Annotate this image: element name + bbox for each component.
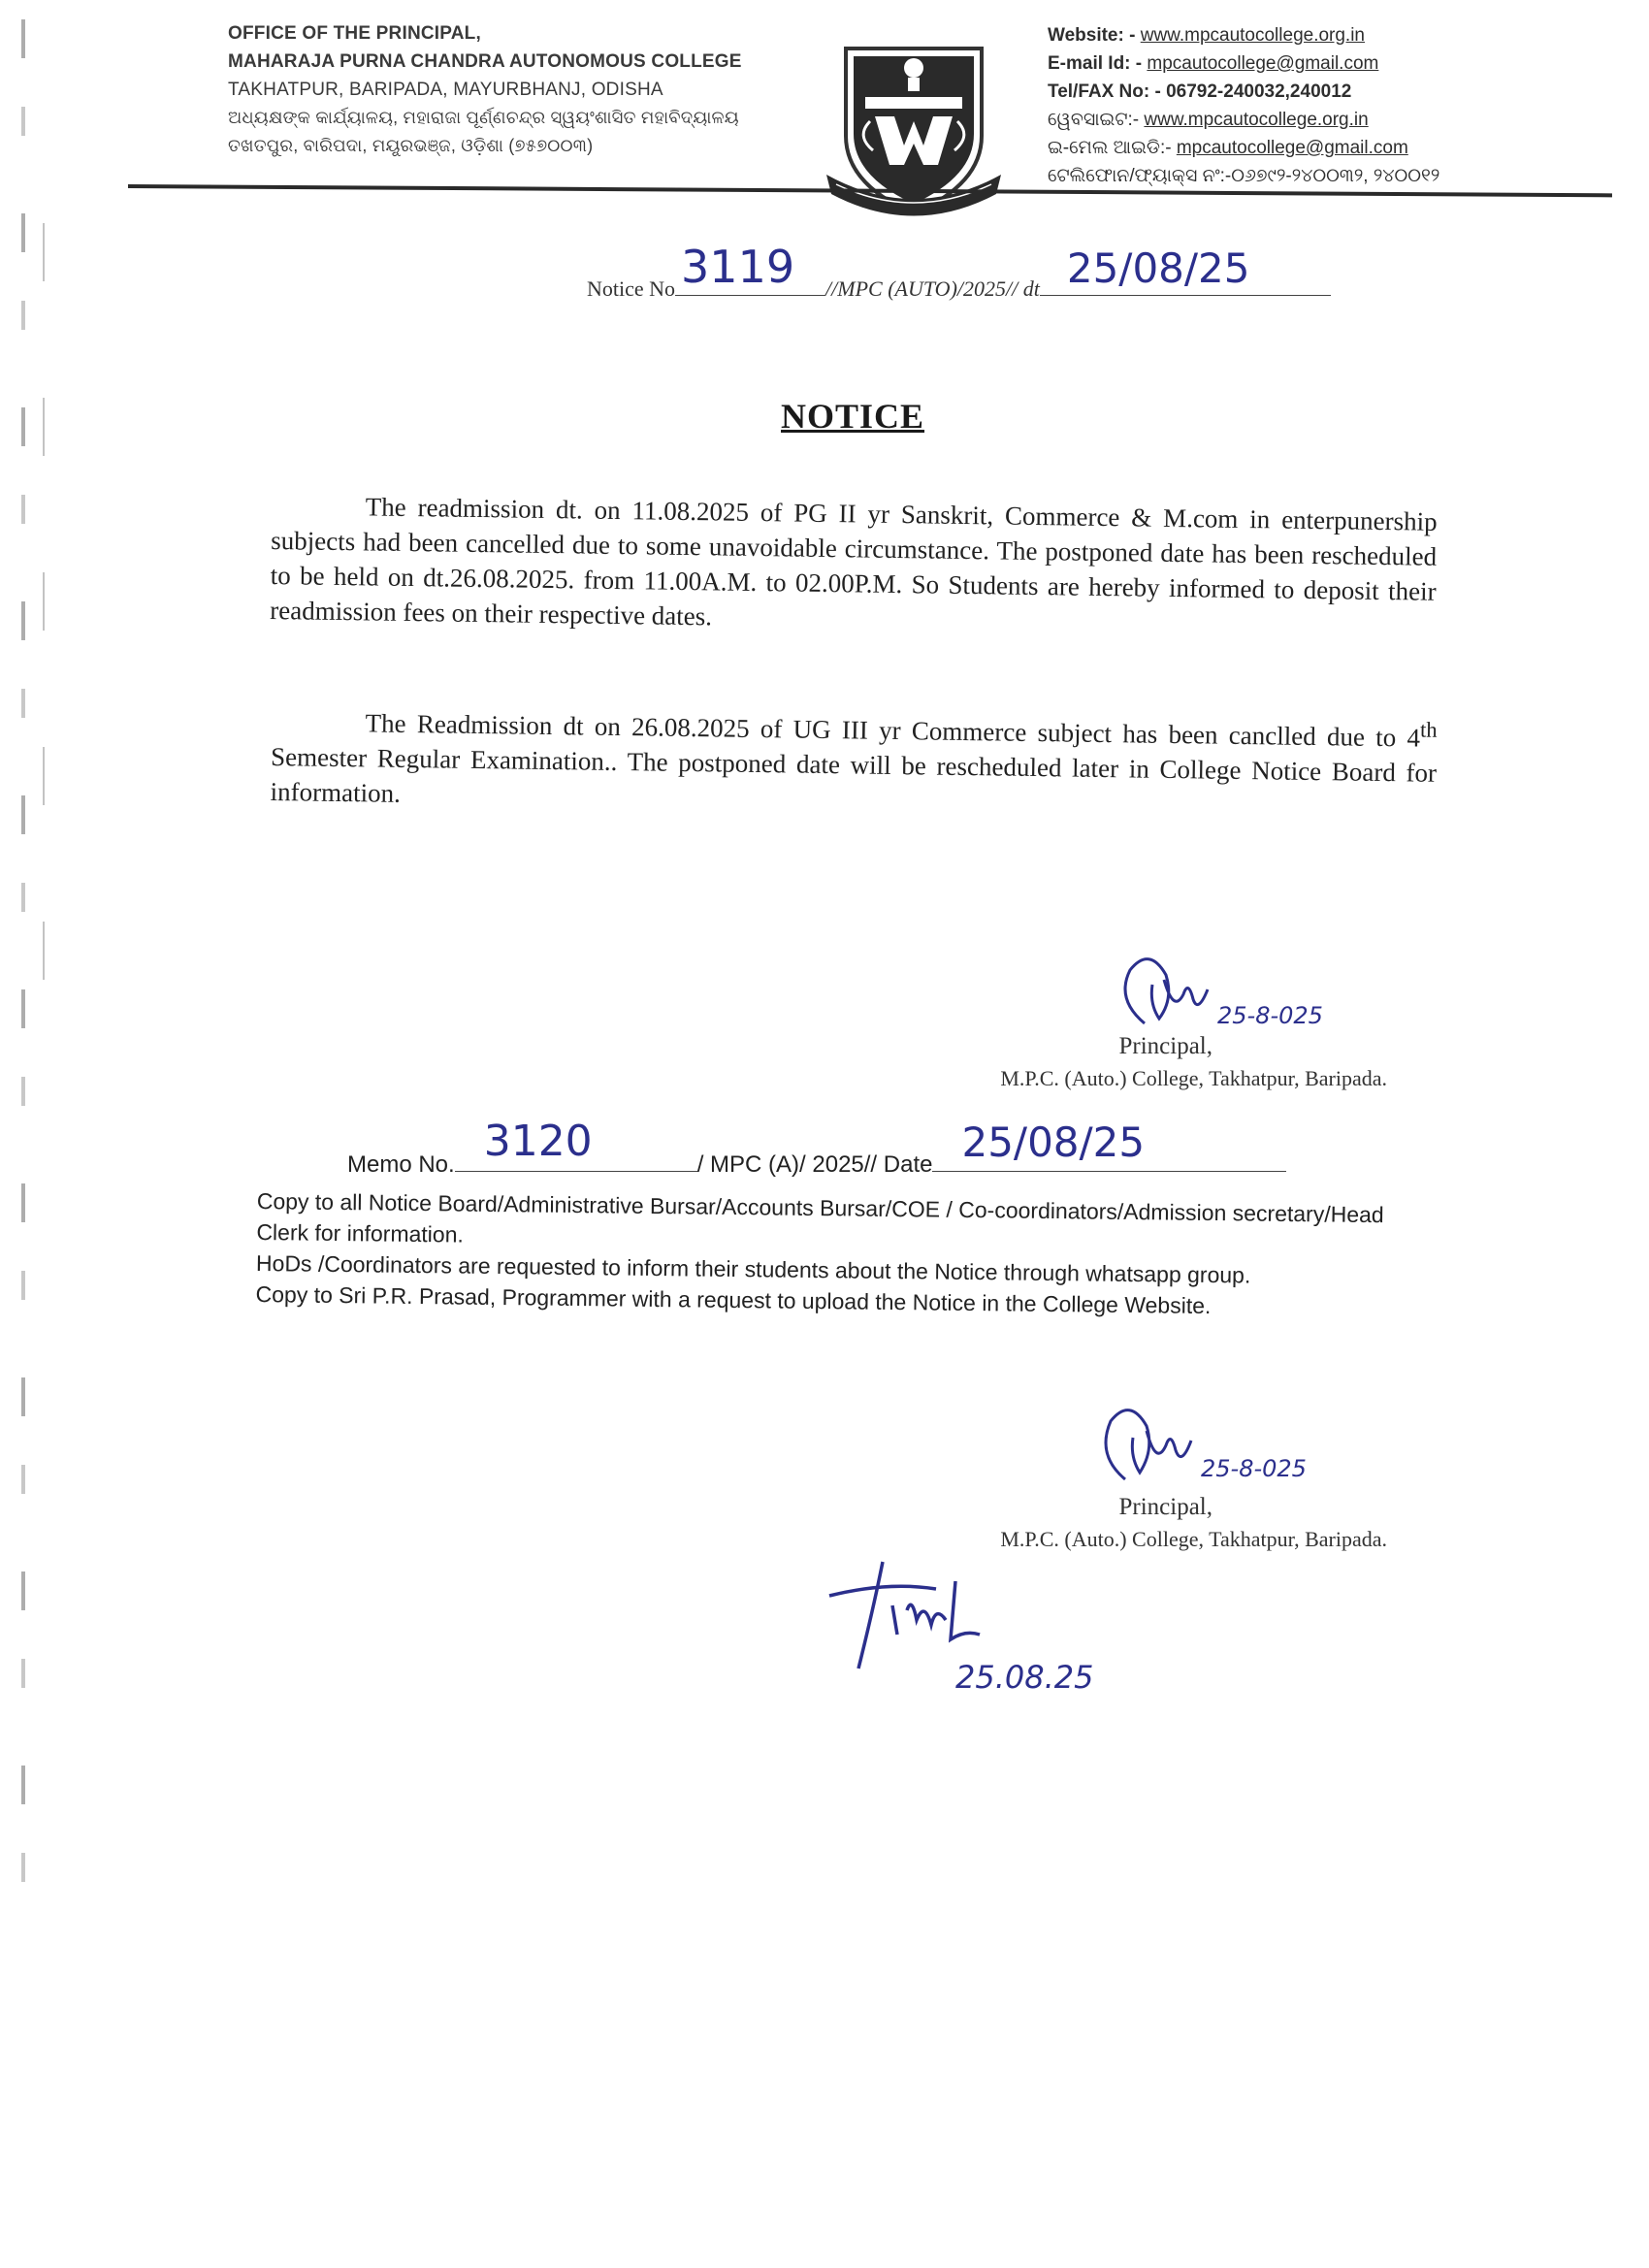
ordinal-suffix: th (1419, 717, 1438, 742)
memo-date-handwritten: 25/08/25 (961, 1118, 1146, 1166)
odia-website-row: ୱେବସାଇଟ:- www.mpcautocollege.org.in (1048, 110, 1369, 130)
odia-website-link[interactable]: www.mpcautocollege.org.in (1144, 110, 1369, 130)
notice-no-label: Notice No (587, 276, 676, 301)
memo-line-1: Copy to all Notice Board/Administrative Bursar/Accounts Bursar/COE / Co-coordinators/Admission secretary/Head Clerk for information. (256, 1187, 1384, 1247)
receipt-date: 25.08.25 (955, 1659, 1094, 1696)
email-row: E-mail Id: - mpcautocollege@gmail.com (1048, 53, 1379, 74)
odia-tel-row: ଟେଲିଫୋନ/ଫ୍ୟାକ୍ସ ନଂ:-୦୬୭୯୨-୨୪୦୦୩୨, ୨୪୦୦୧୨ (1048, 166, 1440, 186)
notice-title: NOTICE (781, 397, 925, 436)
odia-college-line: ଅଧ୍ୟକ୍ଷଙ୍କ କାର୍ଯ୍ୟାଳୟ, ମହାରାଜା ପୂର୍ଣ୍ଣଚନ୍ଦ୍ର ସ୍ୱୟଂଶାସିତ ମହାବିଦ୍ୟାଳୟ (228, 108, 739, 127)
letterhead-left (228, 19, 849, 160)
memo-number-field (455, 1117, 697, 1172)
signature-block-1 (854, 1033, 1387, 1091)
memo-no-label: Memo No. (347, 1151, 455, 1178)
signatory-college-1: M.P.C. (Auto.) College, Takhatpur, Baripada. (1000, 1066, 1387, 1090)
memo-number-handwritten: 3120 (483, 1117, 593, 1166)
memo-body (255, 1185, 1401, 1323)
letterhead-right (1048, 21, 1591, 190)
notice-ref-code: //MPC (AUTO)/2025// dt (825, 276, 1040, 301)
signature-1-date: 25-8-025 (1217, 1002, 1323, 1029)
tel-row: Tel/FAX No: - 06792-240032,240012 (1048, 81, 1352, 102)
odia-email-link[interactable]: mpcautocollege@gmail.com (1176, 138, 1408, 158)
signature-2-date: 25-8-025 (1201, 1455, 1307, 1482)
signature-block-2 (854, 1494, 1387, 1552)
scan-edge-mark (21, 19, 25, 1911)
office-line: OFFICE OF THE PRINCIPAL, (228, 23, 481, 44)
principal-signature-2 (1086, 1397, 1377, 1504)
notice-body-2 (270, 697, 1438, 826)
website-row: Website: - www.mpcautocollege.org.in (1048, 25, 1366, 46)
signatory-college-2: M.P.C. (Auto.) College, Takhatpur, Baripada. (1000, 1527, 1387, 1551)
memo-ref-code: / MPC (A)/ 2025// Date (696, 1151, 933, 1178)
notice-body (270, 488, 1438, 644)
odia-address-line: ତଖତପୁର, ବାରିପଦା, ମୟୂରଭଞ୍ଜ, ଓଡ଼ିଶା (୭୫୭୦୦୩) (228, 136, 594, 155)
notice-date-field (1040, 244, 1331, 296)
tel-number: 06792-240032,240012 (1166, 81, 1352, 102)
college-address: TAKHATPUR, BARIPADA, MAYURBHANJ, ODISHA (228, 80, 663, 100)
memo-date-field (932, 1118, 1286, 1172)
notice-reference (587, 241, 1331, 302)
memo-reference (347, 1117, 1286, 1179)
notice-date-handwritten: 25/08/25 (1066, 244, 1250, 292)
scan-edge-mark (43, 223, 45, 1019)
paragraph-2: The Readmission dt on 26.08.2025 of UG III yr Commerce subject has been canclled due to 4th Semester Regular Examination.. The postponed date will be rescheduled later in College Notice Board for information. (270, 708, 1438, 808)
signatory-title-2: Principal, (1118, 1494, 1212, 1520)
email-link[interactable]: mpcautocollege@gmail.com (1147, 53, 1379, 74)
memo-line-3: Copy to Sri P.R. Prasad, Programmer with a request to upload the Notice in the College Website. (255, 1280, 1212, 1319)
notice-number-handwritten: 3119 (681, 241, 795, 293)
receipt-signature (820, 1552, 1188, 1707)
odia-email-row: ଇ-ମେଲ ଆଇଡି:- mpcautocollege@gmail.com (1048, 138, 1408, 158)
notice-number-field (675, 241, 825, 296)
website-link[interactable]: www.mpcautocollege.org.in (1140, 25, 1366, 46)
memo-line-2: HoDs /Coordinators are requested to inform their students about the Notice through whatsapp group. (255, 1249, 1251, 1288)
paragraph-1: The readmission dt. on 11.08.2025 of PG II yr Sanskrit, Commerce & M.com in enterpunership subjects had been cancelled due to some unavoidable circumstance. The postponed date has been rescheduled to be held on dt.26.08.2025. from 11.00A.M. to 02.00P.M. So Students are hereby informed to deposit their readmission fees on their respective dates. (270, 492, 1438, 632)
signatory-title-1: Principal, (1118, 1033, 1212, 1059)
college-emblem-icon (826, 29, 1001, 223)
college-name: MAHARAJA PURNA CHANDRA AUTONOMOUS COLLEGE (228, 51, 742, 72)
